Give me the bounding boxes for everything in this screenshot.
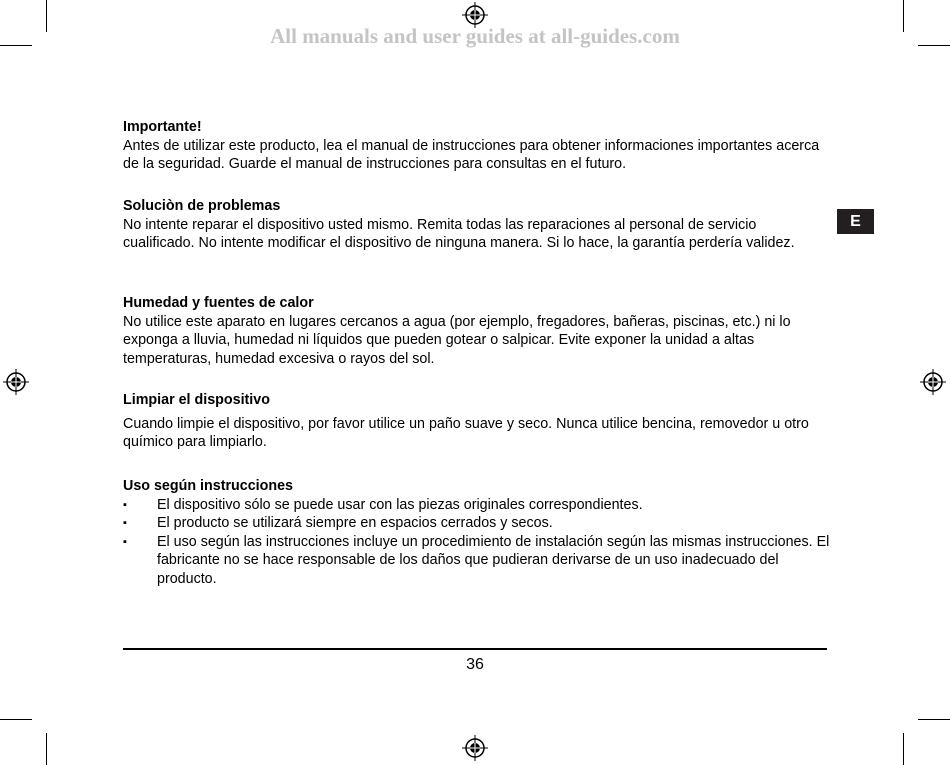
section-body: Antes de utilizar este producto, lea el manual de instrucciones para obtener informaciones importantes acerca de la seguridad. Guarde el manual de instrucciones para consultas en el futuro.	[123, 137, 820, 172]
section-importante	[123, 118, 823, 174]
section-heading: Uso según instrucciones	[123, 478, 294, 494]
section-limpiar	[123, 391, 828, 452]
watermark: All manuals and user guides at all-guides.com	[270, 24, 680, 48]
section-body: Cuando limpie el dispositivo, por favor utilice un paño suave y seco. Nunca utilice bencina, removedor u otro químico para limpiarlo.	[123, 415, 809, 450]
registration-mark-icon	[462, 735, 488, 761]
crop-mark	[903, 733, 904, 765]
language-tab: E	[837, 209, 874, 234]
section-heading: Limpiar el dispositivo	[123, 392, 270, 408]
registration-mark-icon	[920, 369, 946, 395]
crop-mark	[0, 719, 32, 720]
bullet-icon: ▪	[123, 517, 127, 529]
list-item-text: El dispositivo sólo se puede usar con las piezas originales correspondientes.	[157, 496, 643, 513]
list-item	[123, 514, 833, 533]
bullet-icon: ▪	[123, 535, 127, 548]
list-item	[123, 496, 833, 515]
footer-rule	[123, 648, 827, 650]
page-number: 36	[466, 656, 484, 673]
bullet-icon: ▪	[123, 498, 127, 511]
registration-mark-icon	[3, 369, 29, 395]
section-heading: Humedad y fuentes de calor	[123, 295, 314, 311]
section-body: No utilice este aparato en lugares cercanos a agua (por ejemplo, fregadores, bañeras, piscinas, etc.) ni lo exponga a lluvia, humedad ni líquidos que pueden gotear o salpicar. Evite exponer la unidad a altas temperaturas, humedad excesiva o rayos del sol.	[123, 313, 791, 367]
section-heading: Importante!	[123, 119, 202, 135]
section-humedad	[123, 294, 828, 368]
list-item-text: El uso según las instrucciones incluye un procedimiento de instalación según las mismas instrucciones. El fabricante no se hace responsable de los daños que pudieran derivarse de un uso inadecuado del producto.	[157, 533, 830, 587]
bullet-list	[123, 496, 833, 589]
list-item-text: El producto se utilizará siempre en espacios cerrados y secos.	[157, 515, 553, 531]
section-body: No intente reparar el dispositivo usted mismo. Remita todas las reparaciones al personal de servicio cualificado. No intente modificar el dispositivo de ninguna manera. Si lo hace, la garantía perdería validez.	[123, 216, 795, 251]
section-heading: Soluciòn de problemas	[123, 198, 281, 214]
section-solucion-problemas	[123, 197, 823, 253]
section-uso	[123, 477, 833, 588]
list-item	[123, 533, 833, 589]
crop-mark	[918, 719, 950, 720]
crop-mark	[46, 733, 47, 765]
